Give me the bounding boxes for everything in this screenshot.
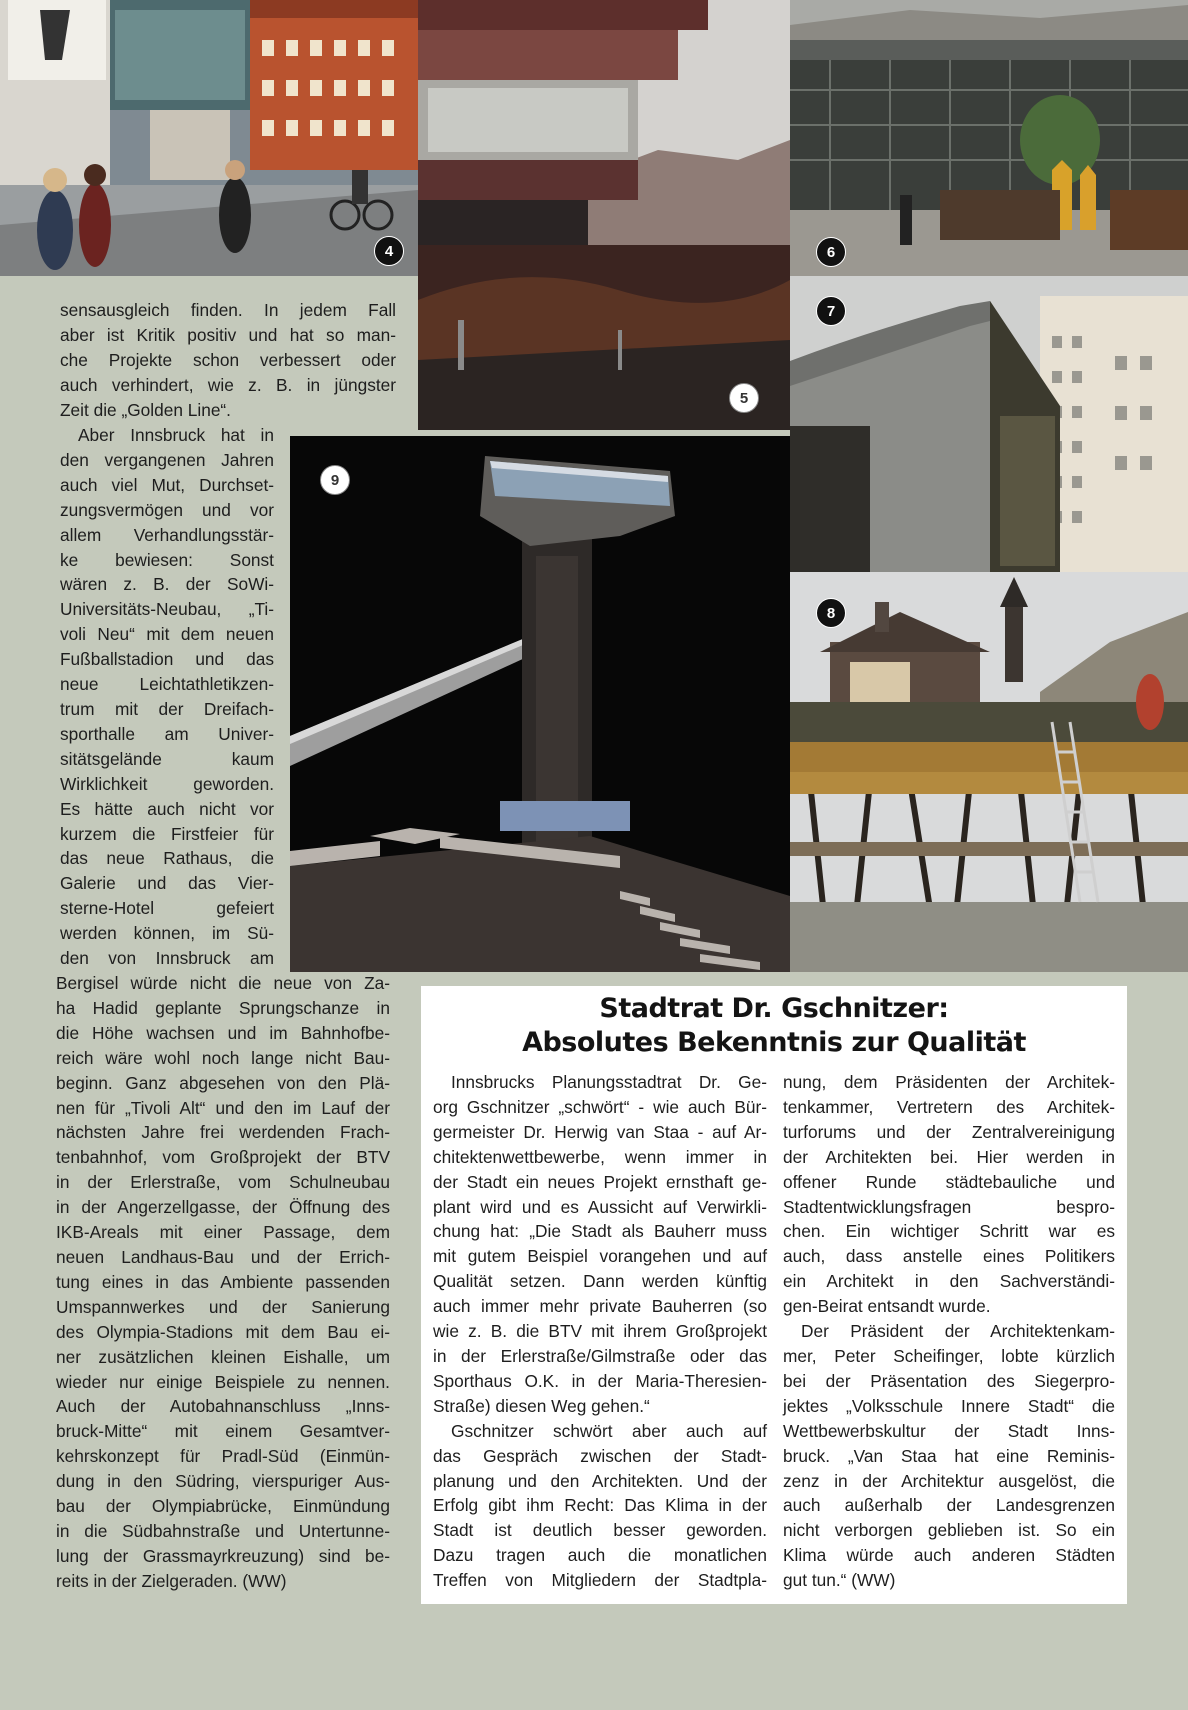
text-line: wären z. B. der SoWi- xyxy=(60,574,274,595)
text-line: dung in den Südring, vierspuriger Aus- xyxy=(56,1471,390,1492)
text-line: Straße) diesen Weg gehen.“ xyxy=(433,1395,650,1416)
text-line: sensausgleich finden. In jedem Fall xyxy=(60,300,396,320)
text-line: neuen Landhaus-Bau und der Errich- xyxy=(56,1246,390,1267)
text-line: sterne-Hotel gefeiert xyxy=(60,898,274,919)
text-line: Der Präsident der Architektenkam- xyxy=(801,1321,1115,1342)
text-line: nicht verborgen geblieben ist. So ein xyxy=(783,1520,1115,1541)
text-line: allem Verhandlungsstär- xyxy=(60,524,274,545)
text-line: Wirklichkeit geworden. xyxy=(60,773,274,794)
text-line: gen-Beirat entsandt wurde. xyxy=(783,1296,991,1317)
box-headline-line1: Stadtrat Dr. Gschnitzer: xyxy=(599,993,949,1024)
photo-number-9: 9 xyxy=(320,465,350,495)
text-line: die Höhe wachsen und im Bahnhofbe- xyxy=(56,1022,390,1043)
text-line: reich wäre wohl noch lange nicht Bau- xyxy=(56,1047,390,1068)
text-line: der Stadt ein neues Projekt ernsthaft ge- xyxy=(433,1171,767,1192)
text-line: bruck. „Van Staa hat eine Reminis- xyxy=(783,1445,1115,1466)
text-line: Aber Innsbruck hat in xyxy=(78,425,274,445)
text-line: in der Erlerstraße, vom Schulneubau xyxy=(56,1172,390,1193)
text-line: Umspannwerkes und der Sanierung xyxy=(56,1296,390,1317)
text-line: bau der Olympiabrücke, Einmündung xyxy=(56,1496,390,1517)
text-line: germeister Dr. Herwig van Staa - auf Ar- xyxy=(433,1121,767,1142)
text-line: che Projekte schon verbessert oder xyxy=(60,349,396,370)
text-line: Bergisel würde nicht die neue von Za- xyxy=(56,973,390,993)
text-line: ha Hadid geplante Sprungschanze in xyxy=(56,997,390,1018)
text-line: der Architekten bei. Hier werden in xyxy=(783,1146,1115,1167)
text-line: den vergangenen Jahren xyxy=(60,449,274,470)
text-line: zenz in der Architektur ausgelöst, die xyxy=(783,1470,1115,1491)
text-line: tenkammer, Vertretern des Architek- xyxy=(783,1096,1115,1117)
text-line: Stadtentwicklungsfragen bespro- xyxy=(783,1196,1115,1217)
text-line: ke bewiesen: Sonst xyxy=(60,549,274,570)
text-line: bruck-Mitte“ mit einem Gesamtver- xyxy=(56,1421,390,1442)
text-line: kurzem die Firstfeier für xyxy=(60,823,274,844)
text-line: auch verhindert, wie z. B. in jüngster xyxy=(60,374,396,395)
text-line: Es hätte auch nicht vor xyxy=(60,798,274,819)
photo-curved-facade xyxy=(790,276,1188,572)
box-headline-line2: Absolutes Bekenntnis zur Qualität xyxy=(522,1027,1026,1058)
text-line: Zeit die „Golden Line“. xyxy=(60,399,231,420)
text-line: Stadt ist deutlich besser geworden. xyxy=(433,1520,767,1541)
photo-number-8: 8 xyxy=(816,598,846,628)
text-line: zungsvermögen und vor xyxy=(60,499,274,520)
text-line: planung und den Architekten. Und der xyxy=(433,1470,767,1491)
article-bottom-paragraph xyxy=(56,971,390,1594)
text-line: wie z. B. die BTV mit ihrem Großprojekt xyxy=(433,1321,767,1342)
text-line: nung, dem Präsidenten der Architek- xyxy=(783,1072,1115,1092)
photo-market-building xyxy=(790,0,1188,276)
text-line: Innsbrucks Planungsstadtrat Dr. Ge- xyxy=(451,1072,767,1092)
text-line: tung eines in das Ambiente passenden xyxy=(56,1271,390,1292)
article-narrow-paragraph xyxy=(60,423,274,971)
text-line: bei der Präsentation des Siegerpro- xyxy=(783,1370,1115,1391)
text-line: nächsten Jahre frei werdenden Frach- xyxy=(56,1122,390,1143)
photo-number-4: 4 xyxy=(374,236,404,266)
text-line: IKB-Areals mit einer Passage, dem xyxy=(56,1222,390,1243)
text-line: Fußballstadion und das xyxy=(60,649,274,670)
text-line: Sporthaus O.K. in der Maria-Theresien- xyxy=(433,1370,767,1391)
text-line: Gschnitzer schwört aber auch auf xyxy=(451,1420,767,1441)
text-line: plant wird und es Aussicht auf Verwirkli- xyxy=(433,1196,767,1217)
text-line: auch außerhalb der Landesgrenzen xyxy=(783,1495,1115,1516)
text-line: ner zusätzlichen kleinen Eishalle, um xyxy=(56,1346,390,1367)
text-line: offener Runde städtebauliche und xyxy=(783,1171,1115,1192)
text-line: aber ist Kritik positiv und hat so man- xyxy=(60,324,396,345)
text-line: auch viel Mut, Durchset- xyxy=(60,474,274,495)
text-line: org Gschnitzer „schwört“ - wie auch Bür- xyxy=(433,1096,767,1117)
text-line: reits in der Zielgeraden. (WW) xyxy=(56,1570,287,1591)
photo-construction-site xyxy=(790,572,1188,972)
text-line: Galerie und das Vier- xyxy=(60,873,274,894)
text-line: lung der Grassmayrkreuzung) sind be- xyxy=(56,1545,390,1566)
text-line: Klima würde auch anderen Städten xyxy=(783,1545,1115,1566)
text-line: Dazu tragen auch die monatlichen xyxy=(433,1545,767,1566)
box-column-right xyxy=(783,1070,1115,1593)
text-line: kehrskonzept für Pradl-Süd (Einmün- xyxy=(56,1446,390,1467)
text-line: turforums und der Zentralvereinigung xyxy=(783,1121,1115,1142)
photo-ski-jump-model xyxy=(290,436,790,972)
photo-number-7: 7 xyxy=(816,296,846,326)
text-line: in die Südbahnstraße und Untertunne- xyxy=(56,1520,390,1541)
article-top-paragraph xyxy=(60,298,396,423)
text-line: werden können, im Sü- xyxy=(60,923,274,944)
text-line: Wettbewerbskultur der Stadt Inns- xyxy=(783,1420,1115,1441)
text-line: tenbahnhof, vom Großprojekt der BTV xyxy=(56,1147,390,1168)
box-headline xyxy=(421,992,1127,1060)
text-line: des Olympia-Stadions mit dem Bau ei- xyxy=(56,1321,390,1342)
text-line: Universitäts-Neubau, „Ti- xyxy=(60,599,274,620)
sidebar-article-box xyxy=(421,986,1127,1604)
text-line: Auch der Autobahnanschluss „Inns- xyxy=(56,1396,390,1417)
text-line: in der Erlerstraße/Gilmstraße oder das xyxy=(433,1345,767,1366)
text-line: jektes „Volksschule Innere Stadt“ die xyxy=(783,1395,1115,1416)
text-line: neue Leichtathletikzen- xyxy=(60,674,274,695)
photo-number-6: 6 xyxy=(816,237,846,267)
text-line: ein Architekt in den Sachverständi- xyxy=(783,1271,1115,1292)
text-line: Treffen von Mitgliedern der Stadtpla- xyxy=(433,1570,767,1591)
text-line: Erfolg gibt ihm Recht: Das Klima in der xyxy=(433,1495,767,1516)
text-line: chung hat: „Die Stadt als Bauherr muss xyxy=(433,1221,767,1242)
photo-number-5: 5 xyxy=(729,383,759,413)
text-line: sporthalle am Univer- xyxy=(60,723,274,744)
text-line: sitätsgelände kaum xyxy=(60,748,274,769)
text-line: trum mit der Dreifach- xyxy=(60,698,274,719)
text-line: chitektenwettbewerbe, wenn immer in xyxy=(433,1146,767,1167)
photo-glass-building xyxy=(418,0,790,430)
text-line: wieder nur einige Beispiele zu nennen. xyxy=(56,1371,390,1392)
photo-street-scene xyxy=(0,0,418,276)
text-line: auch immer mehr private Bauherren (so xyxy=(433,1296,767,1317)
text-line: in der Angerzellgasse, der Öffnung des xyxy=(56,1197,390,1218)
text-line: das Gespräch zwischen der Stadt- xyxy=(433,1445,767,1466)
text-line: auch, dass anstelle eines Politikers xyxy=(783,1246,1115,1267)
text-line: den von Innsbruck am xyxy=(60,948,274,969)
text-line: beginn. Ganz abgesehen von den Plä- xyxy=(56,1072,390,1093)
text-line: gut tun.“ (WW) xyxy=(783,1570,896,1591)
text-line: mer, Peter Scheifinger, lobte kürzlich xyxy=(783,1345,1115,1366)
text-line: Qualität setzen. Dann werden künftig xyxy=(433,1271,767,1292)
text-line: nen für „Tivoli Alt“ und den im Lauf der xyxy=(56,1097,390,1118)
text-line: das neue Rathaus, die xyxy=(60,848,274,869)
text-line: chen. Ein wichtiger Schritt war es xyxy=(783,1221,1115,1242)
text-line: voli Neu“ mit dem neuen xyxy=(60,624,274,645)
text-line: mit gutem Beispiel vorangehen und auf xyxy=(433,1246,767,1267)
box-column-left xyxy=(433,1070,767,1593)
